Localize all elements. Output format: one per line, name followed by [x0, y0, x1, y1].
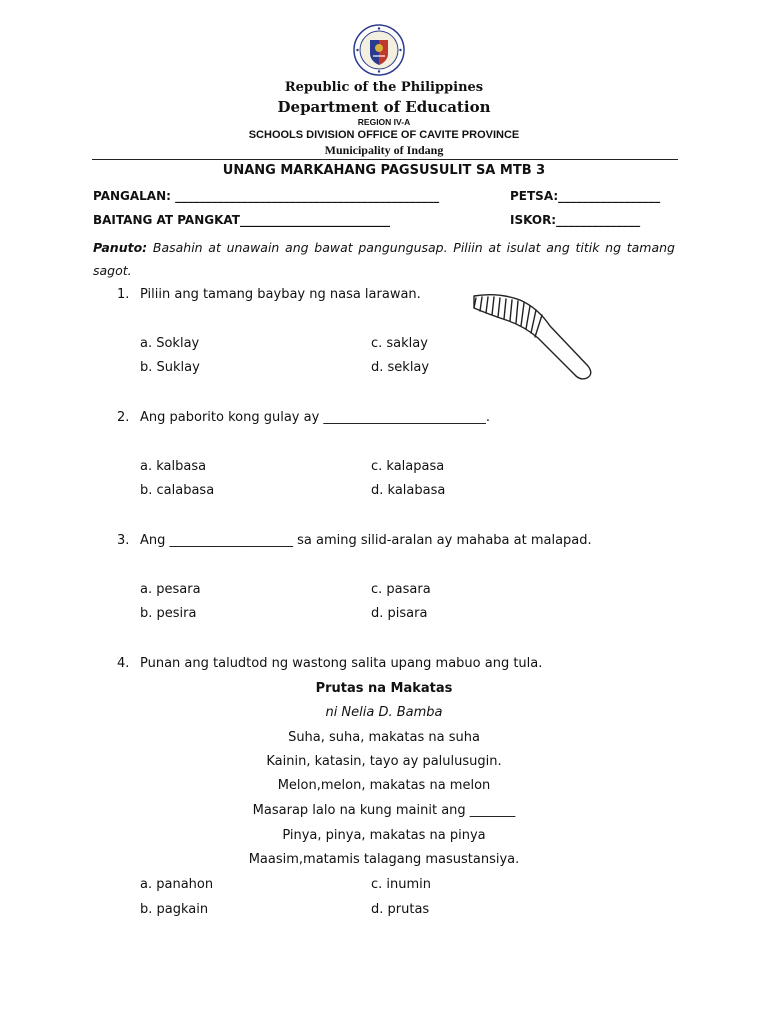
division-label: SCHOOLS DIVISION OFFICE OF CAVITE PROVINCE: [248, 129, 520, 141]
header-divider: [92, 159, 678, 160]
question-number: 4.: [117, 656, 130, 671]
choice-d[interactable]: d. prutas: [371, 902, 430, 917]
poem-line: Melon,melon, makatas na melon: [277, 778, 491, 793]
poem-line: Masarap lalo na kung mainit ang _______: [252, 803, 516, 818]
instructions-label: Panuto:: [93, 240, 148, 255]
municipality-label: Municipality of Indang: [324, 143, 444, 157]
choice-a[interactable]: a. panahon: [140, 877, 214, 892]
question-text: Ang paborito kong gulay ay _________________________.: [140, 410, 491, 425]
grade-section-field[interactable]: BAITANG AT PANGKAT_________________________: [93, 213, 390, 227]
choice-c[interactable]: c. kalapasa: [371, 459, 445, 474]
exam-title: UNANG MARKAHANG PAGSUSULIT SA MTB 3: [222, 163, 546, 178]
choice-a[interactable]: a. Soklay: [140, 336, 200, 351]
poem-line: Kainin, katasin, tayo ay palulusugin.: [266, 754, 502, 769]
choice-c[interactable]: c. pasara: [371, 582, 431, 597]
choice-d[interactable]: d. kalabasa: [371, 483, 446, 498]
choice-a[interactable]: a. kalbasa: [140, 459, 207, 474]
choice-c[interactable]: c. saklay: [371, 336, 428, 351]
choice-c[interactable]: c. inumin: [371, 877, 432, 892]
question-number: 1.: [117, 287, 130, 302]
poem-author: ni Nelia D. Bamba: [325, 705, 443, 720]
department-heading: Department of Education: [277, 98, 491, 116]
question-number: 3.: [117, 533, 130, 548]
deped-seal-icon: [353, 24, 405, 76]
poem-title: Prutas na Makatas: [315, 681, 453, 696]
instructions: [93, 236, 675, 282]
poem-line: Pinya, pinya, makatas na pinya: [282, 828, 486, 843]
question-text: Punan ang taludtod ng wastong salita upang mabuo ang tula.: [140, 656, 543, 671]
region-label: REGION IV-A: [357, 117, 411, 127]
poem-line: Maasim,matamis talagang masustansiya.: [248, 852, 520, 867]
choice-b[interactable]: b. pagkain: [140, 902, 209, 917]
score-field[interactable]: ISKOR:______________: [510, 213, 641, 227]
choice-a[interactable]: a. pesara: [140, 582, 201, 597]
question-text: Piliin ang tamang baybay ng nasa larawan.: [140, 287, 421, 302]
choice-d[interactable]: d. seklay: [371, 360, 430, 375]
choice-b[interactable]: b. Suklay: [140, 360, 200, 375]
instructions-text: Basahin at unawain ang bawat pangungusap. Piliin at isulat ang titik ng tamang sagot.: [93, 240, 675, 278]
question-number: 2.: [117, 410, 130, 425]
question-text: Ang ___________________ sa aming silid-aralan ay mahaba at malapad.: [140, 533, 592, 548]
comb-icon: [468, 286, 600, 384]
poem-line: Suha, suha, makatas na suha: [288, 730, 480, 745]
choice-b[interactable]: b. calabasa: [140, 483, 215, 498]
choice-d[interactable]: d. pisara: [371, 606, 428, 621]
choice-b[interactable]: b. pesira: [140, 606, 197, 621]
name-field[interactable]: PANGALAN: ____________________________________________: [93, 189, 440, 203]
republic-heading: Republic of the Philippines: [284, 80, 484, 95]
date-field[interactable]: PETSA:_________________: [510, 189, 661, 203]
